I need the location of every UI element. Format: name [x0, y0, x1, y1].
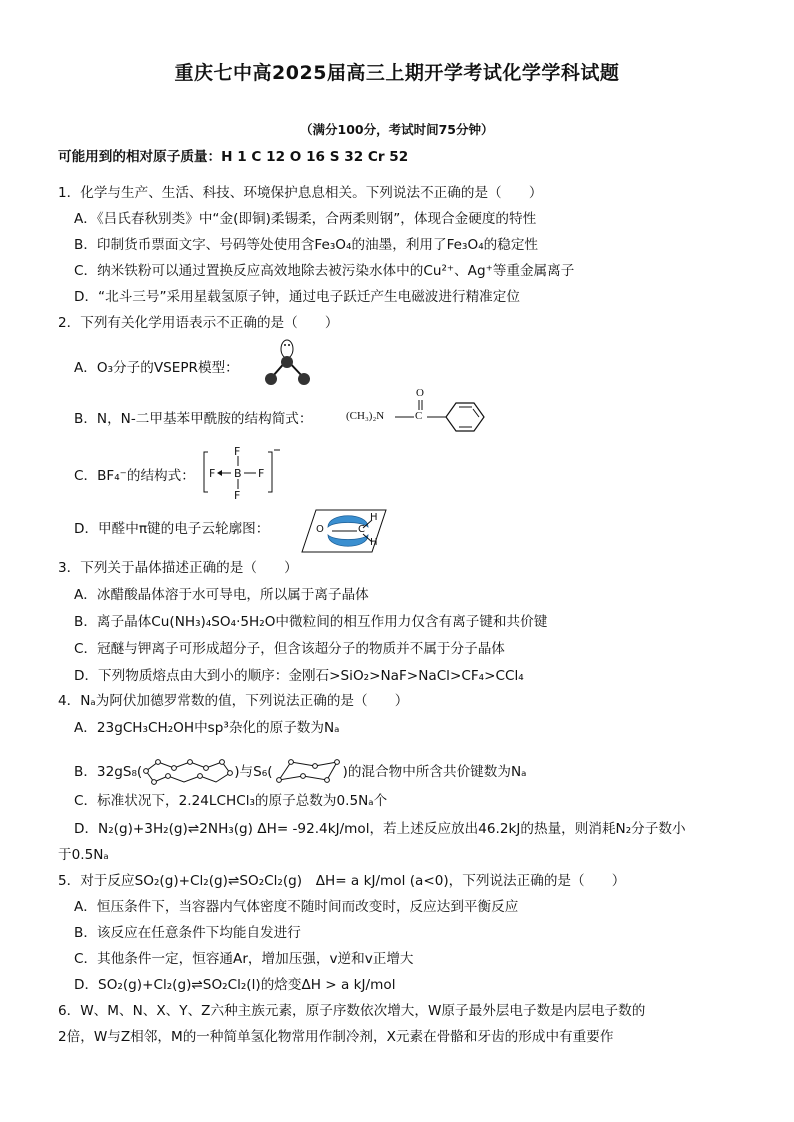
- bf4-fluorine-top: F: [234, 445, 241, 458]
- q1-option-a: A．《吕氏春秋别类》中“金(即铜)柔锡柔，合两柔则钢”，体现合金硬度的特性: [74, 211, 537, 227]
- pi-bond-oxygen-label: O: [316, 524, 324, 535]
- q2-b-carbonyl-oxygen: O: [416, 387, 424, 399]
- page-title: 重庆七中高2025届高三上期开学考试化学学科试题: [174, 62, 620, 84]
- q3-stem: 3．下列关于晶体描述正确的是（ ）: [58, 560, 298, 576]
- q2-b-amine-group: (CH₃)₂N: [346, 410, 385, 422]
- pi-bond-carbon-label: C: [358, 524, 365, 535]
- q4-stem: 4．Nₐ为阿伏加德罗常数的值，下列说法正确的是（ ）: [58, 693, 409, 709]
- q5-option-c: C．其他条件一定，恒容通Ar，增加压强，v逆和v正增大: [74, 951, 414, 967]
- exam-info: （满分100分，考试时间75分钟）: [300, 122, 494, 137]
- q4-b-middle: )与S₆(: [234, 764, 273, 780]
- q4-option-d: D．N₂(g)+3H₂(g)⇌2NH₃(g) ΔH= -92.4kJ/mol，若上述反应放出46.2kJ的热量，则消耗N₂分子数小: [74, 821, 686, 837]
- benzene-ring-structure: [390, 396, 495, 442]
- atomic-mass-line: 可能用到的相对原子质量：H 1 C 12 O 16 S 32 Cr 52: [58, 149, 409, 165]
- q6-line-2: 2倍，W与Z相邻，M的一种简单氢化物常用作制冷剂，X元素在骨骼和牙齿的形成中有重要作: [58, 1029, 614, 1045]
- bf4-fluorine-bottom: F: [234, 489, 241, 502]
- q1-stem: 1．化学与生产、生活、科技、环境保护息息相关。下列说法不正确的是（ ）: [58, 185, 543, 201]
- q2-option-c: C．BF₄⁻的结构式：: [74, 468, 195, 484]
- q4-option-a: A．23gCH₃CH₂OH中sp³杂化的原子数为Nₐ: [74, 720, 340, 736]
- bf4-fluorine-left: F: [209, 467, 216, 480]
- q2-option-d: D．甲醛中π键的电子云轮廓图：: [74, 521, 270, 537]
- s8-ring-structure: [142, 757, 234, 787]
- q5-option-b: B．该反应在任意条件下均能自发进行: [74, 925, 301, 941]
- q5-stem: 5．对于反应SO₂(g)+Cl₂(g)⇌SO₂Cl₂(g) ΔH= a kJ/mol (a<0)，下列说法正确的是（ ）: [58, 873, 626, 889]
- q1-option-c: C．纳米铁粉可以通过置换反应高效地除去被污染水体中的Cu²⁺、Ag⁺等重金属离子: [74, 263, 575, 279]
- q5-option-a: A．恒压条件下，当容器内气体密度不随时间而改变时，反应达到平衡反应: [74, 899, 519, 915]
- bf4-boron-atom: B: [234, 467, 242, 480]
- q2-b-carbonyl-carbon: C: [415, 410, 423, 422]
- q3-option-d: D．下列物质熔点由大到小的顺序：金刚石>SiO₂>NaF>NaCl>CF₄>CCl₄: [74, 668, 524, 684]
- pi-bond-hydrogen-top: H: [370, 512, 378, 523]
- q3-option-c: C．冠醚与钾离子可形成超分子，但含该超分子的物质并不属于分子晶体: [74, 641, 505, 657]
- q2-option-b: B．N，N-二甲基苯甲酰胺的结构简式：: [74, 411, 313, 427]
- pi-bond-hydrogen-bottom: H: [370, 537, 378, 548]
- q5-option-d: D．SO₂(g)+Cl₂(g)⇌SO₂Cl₂(l)的焓变ΔH > a kJ/mol: [74, 977, 396, 993]
- q2-option-a: A．O₃分子的VSEPR模型：: [74, 360, 239, 376]
- q6-line-1: 6．W、M、N、X、Y、Z六种主族元素，原子序数依次增大，W原子最外层电子数是内层电子数的: [58, 1003, 646, 1019]
- q4-option-d-continued: 于0.5Nₐ: [58, 847, 109, 863]
- q1-option-b: B．印制货币票面文字、号码等处使用含Fe₃O₄的油墨，利用了Fe₃O₄的稳定性: [74, 237, 539, 253]
- q2-stem: 2．下列有关化学用语表示不正确的是（ ）: [58, 315, 339, 331]
- q3-option-a: A．冰醋酸晶体溶于水可导电，所以属于离子晶体: [74, 587, 369, 603]
- q4-b-suffix: )的混合物中所含共价键数为Nₐ: [342, 764, 527, 780]
- q4-option-c: C．标准状况下，2.24LCHCl₃的原子总数为0.5Nₐ个: [74, 793, 388, 809]
- bf4-fluorine-right: F: [258, 467, 265, 480]
- s6-ring-structure: [273, 758, 343, 786]
- q3-option-b: B．离子晶体Cu(NH₃)₄SO₄·5H₂O中微粒间的相互作用力仅含有离子键和共价键: [74, 614, 548, 630]
- q4-option-b: [74, 757, 526, 787]
- o3-vsepr-model-figure: [258, 338, 318, 390]
- q4-b-prefix: B．32gS₈(: [74, 764, 143, 780]
- q1-option-d: D．“北斗三号”采用星载氢原子钟，通过电子跃迁产生电磁波进行精准定位: [74, 289, 520, 305]
